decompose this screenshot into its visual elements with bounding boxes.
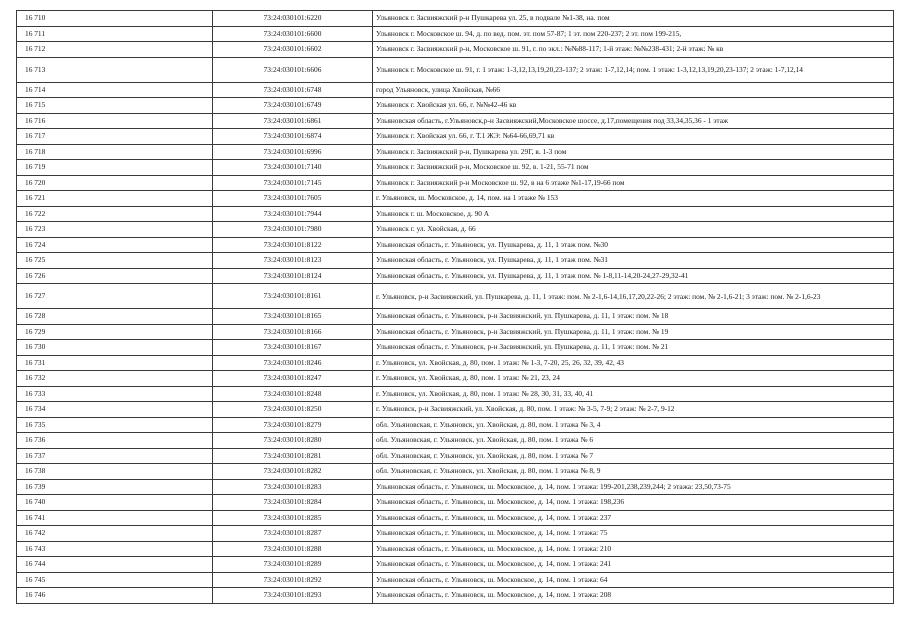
address-cell: Ульяновская область, г. Ульяновск, ш. Московское, д. 14, пом. 1 этажа: 75 — [373, 526, 894, 542]
address-cell: Ульяновск г. ул. Хвойская, д. 66 — [373, 222, 894, 238]
row-number-cell: 16 725 — [17, 253, 213, 269]
table-row — [17, 371, 894, 387]
cadastral-number-cell: 73:24:030101:8247 — [213, 371, 373, 387]
row-number-cell: 16 741 — [17, 510, 213, 526]
cadastral-number-cell: 73:24:030101:8284 — [213, 495, 373, 511]
table-row — [17, 526, 894, 542]
table-row — [17, 479, 894, 495]
address-cell: Ульяновск г. Засвияжский р-н Московское ш. 92, в на 6 этаже №1-17,19-66 пом — [373, 175, 894, 191]
address-cell: Ульяновская область, г. Ульяновск, ш. Московское, д. 14, пом. 1 этажа: 237 — [373, 510, 894, 526]
row-number-cell: 16 732 — [17, 371, 213, 387]
row-number-cell: 16 735 — [17, 417, 213, 433]
row-number-cell: 16 722 — [17, 206, 213, 222]
address-cell: обл. Ульяновская, г. Ульяновск, ул. Хвойская, д. 80, пом. 1 этажа № 6 — [373, 433, 894, 449]
row-number-cell: 16 728 — [17, 309, 213, 325]
cadastral-number-cell: 73:24:030101:8124 — [213, 268, 373, 284]
table-row — [17, 144, 894, 160]
address-cell: г. Ульяновск, ул. Хвойская, д. 80, пом. 1 этаж: № 1-3, 7-20, 25, 26, 32, 39, 42, 43 — [373, 355, 894, 371]
cadastral-number-cell: 73:24:030101:8282 — [213, 464, 373, 480]
address-cell: Ульяновская область, г. Ульяновск, р-н Засвияжский, ул. Пушкарева, д. 11, 1 этаж: пом. № 21 — [373, 340, 894, 356]
table-row — [17, 222, 894, 238]
table-row — [17, 417, 894, 433]
address-cell: Ульяновская область, г. Ульяновск, ш. Московское, д. 14, пом. 1 этажа: 210 — [373, 541, 894, 557]
row-number-cell: 16 712 — [17, 42, 213, 58]
cadastral-number-cell: 73:24:030101:7140 — [213, 160, 373, 176]
row-number-cell: 16 744 — [17, 557, 213, 573]
cadastral-number-cell: 73:24:030101:8289 — [213, 557, 373, 573]
address-cell: Ульяновск г. Хвойская ул. 66, г. Т.1 ЖЭ: №64-66,69,71 кв — [373, 129, 894, 145]
address-cell: г. Ульяновск, р-н Засвияжский, ул. Хвойская, д. 80, пом. 1 этаж: № 3-5, 7-9; 2 этаж: № 2-7, 9-12 — [373, 402, 894, 418]
address-cell: Ульяновская область, г. Ульяновск, ш. Московское, д. 14, пом. 1 этажа: 199-201,238,239,244; 2 этажа: 23,50,73-75 — [373, 479, 894, 495]
cadastral-number-cell: 73:24:030101:8279 — [213, 417, 373, 433]
row-number-cell: 16 713 — [17, 57, 213, 82]
cadastral-number-cell: 73:24:030101:8165 — [213, 309, 373, 325]
table-row — [17, 268, 894, 284]
address-cell: обл. Ульяновская, г. Ульяновск, ул. Хвойская, д. 80, пом. 1 этажа № 7 — [373, 448, 894, 464]
cadastral-number-cell: 73:24:030101:8250 — [213, 402, 373, 418]
cadastral-number-cell: 73:24:030101:7980 — [213, 222, 373, 238]
row-number-cell: 16 745 — [17, 572, 213, 588]
cadastral-number-cell: 73:24:030101:8248 — [213, 386, 373, 402]
row-number-cell: 16 715 — [17, 98, 213, 114]
address-cell: Ульяновская область, г. Ульяновск, ул. Пушкарева, д. 11, 1 этаж пом. №31 — [373, 253, 894, 269]
row-number-cell: 16 729 — [17, 324, 213, 340]
cadastral-number-cell: 73:24:030101:6606 — [213, 57, 373, 82]
address-cell: Ульяновская область, г. Ульяновск, ш. Московское, д. 14, пом. 1 этажа: 64 — [373, 572, 894, 588]
address-cell: Ульяновская область, г. Ульяновск, ш. Московское, д. 14, пом. 1 этажа: 208 — [373, 588, 894, 604]
cadastral-number-cell: 73:24:030101:8122 — [213, 237, 373, 253]
address-cell: Ульяновская область, г. Ульяновск, ш. Московское, д. 14, пом. 1 этажа: 198,236 — [373, 495, 894, 511]
row-number-cell: 16 740 — [17, 495, 213, 511]
table-body — [17, 11, 894, 604]
row-number-cell: 16 731 — [17, 355, 213, 371]
document-page — [16, 10, 894, 604]
table-row — [17, 160, 894, 176]
address-cell: Ульяновск г. Московское ш. 91, г. 1 этаж: 1-3,12,13,19,20,23-137; 2 этаж: 1-7,12,14; пом. 1 этаж: 1-3,12,13,19,20,23-137; 2 этаж: 1-7,12,14 — [373, 57, 894, 82]
address-cell: Ульяновская область, г. Ульяновск, ул. Пушкарева, д. 11, 1 этаж пом. №30 — [373, 237, 894, 253]
table-row — [17, 464, 894, 480]
address-cell: Ульяновская область, г. Ульяновск, р-н Засвияжский, ул. Пушкарева, д. 11, 1 этаж: пом. № 19 — [373, 324, 894, 340]
row-number-cell: 16 710 — [17, 11, 213, 27]
row-number-cell: 16 727 — [17, 284, 213, 309]
row-number-cell: 16 738 — [17, 464, 213, 480]
row-number-cell: 16 737 — [17, 448, 213, 464]
cadastral-number-cell: 73:24:030101:8292 — [213, 572, 373, 588]
row-number-cell: 16 723 — [17, 222, 213, 238]
table-row — [17, 82, 894, 98]
cadastral-number-cell: 73:24:030101:6874 — [213, 129, 373, 145]
cadastral-number-cell: 73:24:030101:8288 — [213, 541, 373, 557]
property-register-table — [16, 10, 894, 604]
row-number-cell: 16 746 — [17, 588, 213, 604]
row-number-cell: 16 714 — [17, 82, 213, 98]
cadastral-number-cell: 73:24:030101:8281 — [213, 448, 373, 464]
row-number-cell: 16 719 — [17, 160, 213, 176]
table-row — [17, 386, 894, 402]
cadastral-number-cell: 73:24:030101:6602 — [213, 42, 373, 58]
table-row — [17, 340, 894, 356]
table-row — [17, 206, 894, 222]
address-cell: Ульяновск г. Московское ш. 94, д. по вед. пом. эт. пом 57-87; 1 эт. пом 220-237; 2 эт. пом 199-215, — [373, 26, 894, 42]
table-row — [17, 284, 894, 309]
address-cell: Ульяновск г. Засвияжский р-н Пушкарева ул. 25, в подвале №1-38, на. пом — [373, 11, 894, 27]
address-cell: город Ульяновск, улица Хвойская, №66 — [373, 82, 894, 98]
table-row — [17, 253, 894, 269]
address-cell: обл. Ульяновская, г. Ульяновск, ул. Хвойская, д. 80, пом. 1 этажа № 3, 4 — [373, 417, 894, 433]
row-number-cell: 16 724 — [17, 237, 213, 253]
table-row — [17, 588, 894, 604]
table-row — [17, 42, 894, 58]
cadastral-number-cell: 73:24:030101:7605 — [213, 191, 373, 207]
table-row — [17, 324, 894, 340]
table-row — [17, 510, 894, 526]
address-cell: г. Ульяновск, ш. Московское, д. 14, пом. на 1 этаже № 153 — [373, 191, 894, 207]
cadastral-number-cell: 73:24:030101:6996 — [213, 144, 373, 160]
row-number-cell: 16 734 — [17, 402, 213, 418]
cadastral-number-cell: 73:24:030101:8246 — [213, 355, 373, 371]
cadastral-number-cell: 73:24:030101:6748 — [213, 82, 373, 98]
row-number-cell: 16 742 — [17, 526, 213, 542]
address-cell: Ульяновск г. ш. Московское, д. 90 А — [373, 206, 894, 222]
row-number-cell: 16 721 — [17, 191, 213, 207]
cadastral-number-cell: 73:24:030101:7145 — [213, 175, 373, 191]
row-number-cell: 16 726 — [17, 268, 213, 284]
table-row — [17, 26, 894, 42]
table-row — [17, 309, 894, 325]
cadastral-number-cell: 73:24:030101:8167 — [213, 340, 373, 356]
table-row — [17, 57, 894, 82]
table-row — [17, 541, 894, 557]
cadastral-number-cell: 73:24:030101:8287 — [213, 526, 373, 542]
table-row — [17, 433, 894, 449]
table-row — [17, 448, 894, 464]
address-cell: г. Ульяновск, ул. Хвойская, д. 80, пом. 1 этаж: № 21, 23, 24 — [373, 371, 894, 387]
row-number-cell: 16 730 — [17, 340, 213, 356]
row-number-cell: 16 717 — [17, 129, 213, 145]
table-row — [17, 129, 894, 145]
address-cell: обл. Ульяновская, г. Ульяновск, ул. Хвойская, д. 80, пом. 1 этажа № 8, 9 — [373, 464, 894, 480]
address-cell: г. Ульяновск, ул. Хвойская, д. 80, пом. 1 этаж: № 28, 30, 31, 33, 40, 41 — [373, 386, 894, 402]
table-row — [17, 191, 894, 207]
table-row — [17, 237, 894, 253]
address-cell: г. Ульяновск, р-н Засвияжский, ул. Пушкарева, д. 11, 1 этаж: пом. № 2-1,6-14,16,17,20,22-26; 2 этаж: пом. № 2-1,6-21; 3 этаж: пом. № 2-1,6-23 — [373, 284, 894, 309]
cadastral-number-cell: 73:24:030101:8285 — [213, 510, 373, 526]
row-number-cell: 16 711 — [17, 26, 213, 42]
cadastral-number-cell: 73:24:030101:6600 — [213, 26, 373, 42]
address-cell: Ульяновск г. Засвияжский р-н, Московское ш. 91, г. по экл.: №№88-117; 1-й этаж: №№238-431; 2-й этаж: № кв — [373, 42, 894, 58]
row-number-cell: 16 716 — [17, 113, 213, 129]
cadastral-number-cell: 73:24:030101:8293 — [213, 588, 373, 604]
table-row — [17, 355, 894, 371]
address-cell: Ульяновская область, г. Ульяновск, р-н Засвияжский, ул. Пушкарева, д. 11, 1 этаж: пом. № 18 — [373, 309, 894, 325]
address-cell: Ульяновск г. Хвойская ул. 66, г. №№42-46 кв — [373, 98, 894, 114]
cadastral-number-cell: 73:24:030101:8283 — [213, 479, 373, 495]
cadastral-number-cell: 73:24:030101:7944 — [213, 206, 373, 222]
row-number-cell: 16 733 — [17, 386, 213, 402]
table-row — [17, 557, 894, 573]
row-number-cell: 16 720 — [17, 175, 213, 191]
table-row — [17, 113, 894, 129]
address-cell: Ульяновская область, г.Ульяновск,р-н Засвияжский,Московское шоссе, д.17,помещения под 33,34,35,36 - 1 этаж — [373, 113, 894, 129]
cadastral-number-cell: 73:24:030101:8280 — [213, 433, 373, 449]
row-number-cell: 16 718 — [17, 144, 213, 160]
cadastral-number-cell: 73:24:030101:8161 — [213, 284, 373, 309]
table-row — [17, 495, 894, 511]
address-cell: Ульяновская область, г. Ульяновск, ш. Московское, д. 14, пом. 1 этажа: 241 — [373, 557, 894, 573]
table-row — [17, 175, 894, 191]
cadastral-number-cell: 73:24:030101:6861 — [213, 113, 373, 129]
cadastral-number-cell: 73:24:030101:6749 — [213, 98, 373, 114]
table-row — [17, 98, 894, 114]
table-row — [17, 11, 894, 27]
address-cell: Ульяновск г. Засвияжский р-н, Московское ш. 92, в. 1-21, 55-71 пом — [373, 160, 894, 176]
cadastral-number-cell: 73:24:030101:8166 — [213, 324, 373, 340]
table-row — [17, 402, 894, 418]
address-cell: Ульяновская область, г. Ульяновск, ул. Пушкарева, д. 11, 1 этаж пом. № 1-8,11-14,20-24,27-29,32-41 — [373, 268, 894, 284]
row-number-cell: 16 743 — [17, 541, 213, 557]
row-number-cell: 16 736 — [17, 433, 213, 449]
table-row — [17, 572, 894, 588]
cadastral-number-cell: 73:24:030101:8123 — [213, 253, 373, 269]
cadastral-number-cell: 73:24:030101:6220 — [213, 11, 373, 27]
address-cell: Ульяновск г. Засвияжский р-н, Пушкарева ул. 29Г, в. 1-3 пом — [373, 144, 894, 160]
row-number-cell: 16 739 — [17, 479, 213, 495]
